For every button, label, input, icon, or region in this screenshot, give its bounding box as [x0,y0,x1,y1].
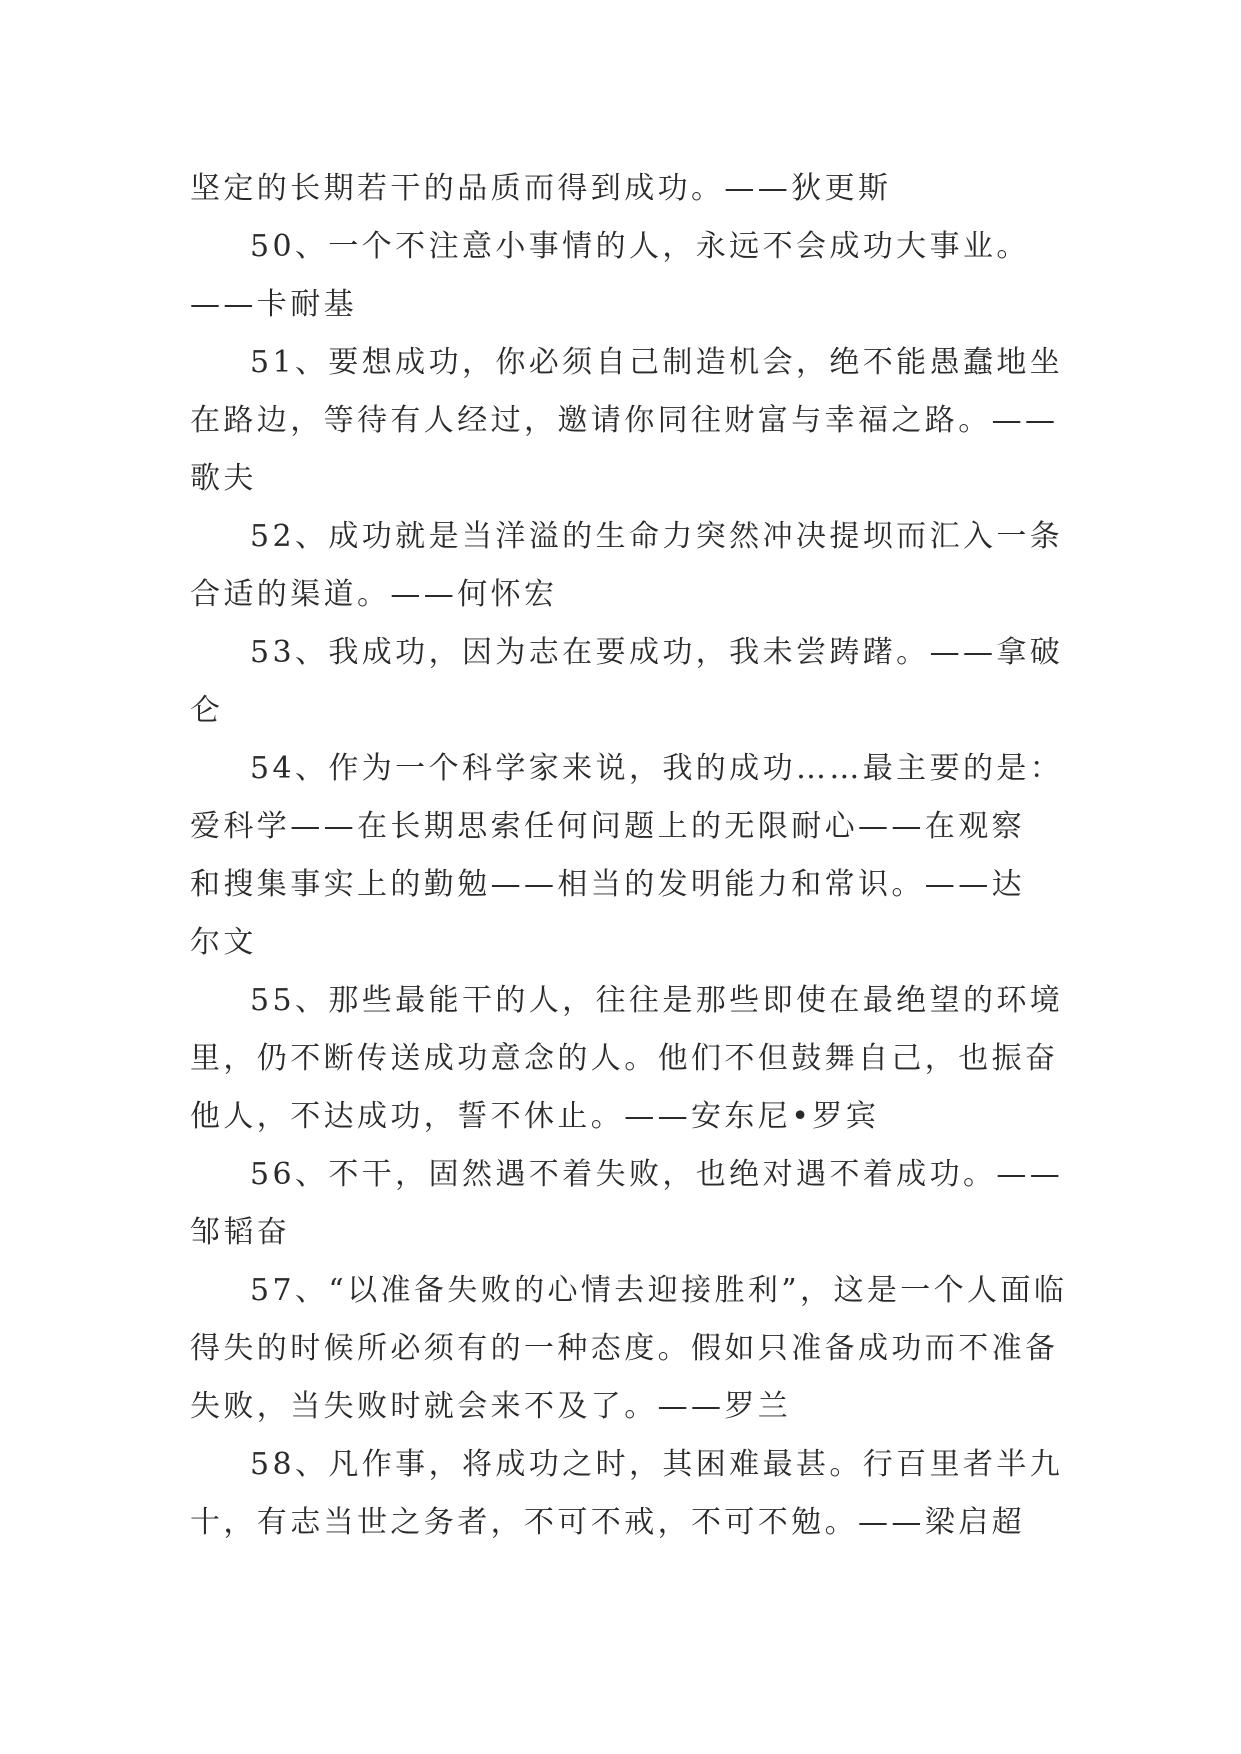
text-line: 仑 [190,693,224,728]
text-line: 他人，不达成功，誓不休止。——安东尼•罗宾 [190,1099,880,1134]
text-line: 57、“以准备失败的心情去迎接胜利”，这是一个人面临 [250,1273,1068,1308]
text-line: 邹韬奋 [190,1215,291,1250]
quote-text-block [190,160,1068,1552]
text-line: 里，仍不断传送成功意念的人。他们不但鼓舞自己，也振奋 [190,1041,1059,1076]
text-line: 得失的时候所必须有的一种态度。假如只准备成功而不准备 [190,1331,1059,1366]
text-line: 55、那些最能干的人，往往是那些即使在最绝望的环境 [250,983,1064,1018]
text-line: 和搜集事实上的勤勉——相当的发明能力和常识。——达 [190,867,1025,902]
text-line: 52、成功就是当洋溢的生命力突然冲决提坝而汇入一条 [250,519,1064,554]
text-line: 歌夫 [190,461,257,496]
text-line: 50、一个不注意小事情的人，永远不会成功大事业。 [250,229,1030,264]
text-line: 失败，当失败时就会来不及了。——罗兰 [190,1389,792,1424]
text-line: 合适的渠道。——何怀宏 [190,577,558,612]
text-line: 53、我成功，因为志在要成功，我未尝踌躇。——拿破 [250,635,1064,670]
text-line: 56、不干，固然遇不着失败，也绝对遇不着成功。—— [250,1157,1064,1192]
text-line: 坚定的长期若干的品质而得到成功。——狄更斯 [190,171,892,206]
text-line: 十，有志当世之务者，不可不戒，不可不勉。——梁启超 [190,1505,1025,1540]
text-line: ——卡耐基 [190,287,357,322]
text-line: 在路边，等待有人经过，邀请你同往财富与幸福之路。—— [190,403,1059,438]
text-line: 51、要想成功，你必须自己制造机会，绝不能愚蠢地坐 [250,345,1064,380]
text-line: 尔文 [190,925,257,960]
text-line: 爱科学——在长期思索任何问题上的无限耐心——在观察 [190,809,1025,844]
text-line: 58、凡作事，将成功之时，其困难最甚。行百里者半九 [250,1447,1064,1482]
text-line: 54、作为一个科学家来说，我的成功……最主要的是： [250,751,1064,786]
